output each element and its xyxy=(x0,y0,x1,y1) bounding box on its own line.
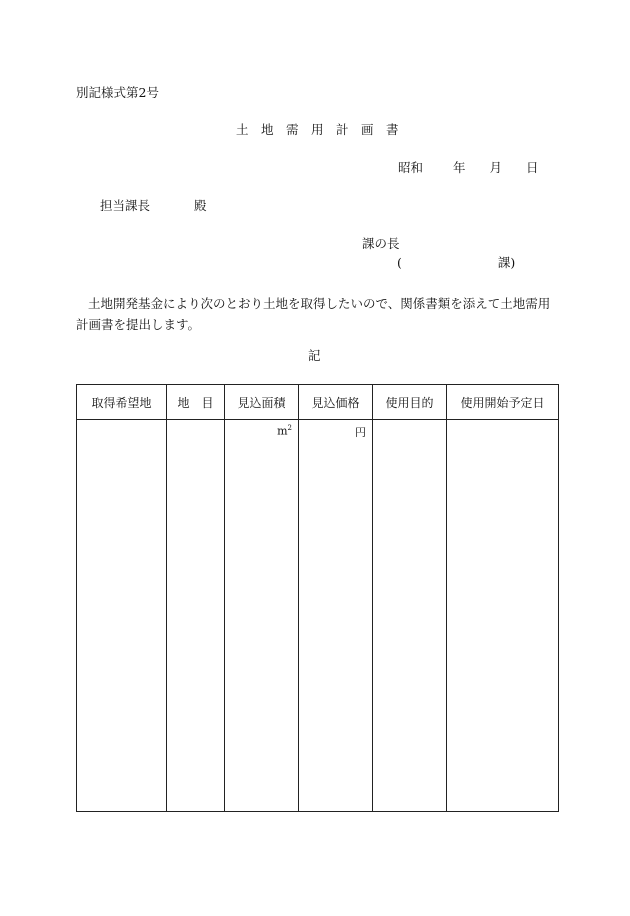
cell-estimated-price[interactable] xyxy=(299,420,373,812)
ki-marker: 記 xyxy=(308,348,321,363)
date-day: 日 xyxy=(526,160,539,175)
document-title: 土 地 需 用 計 画 書 xyxy=(236,122,399,137)
header-start-date: 使用開始予定日 xyxy=(447,385,559,420)
date-era: 昭和 xyxy=(398,160,424,175)
cell-acquisition-site[interactable] xyxy=(77,420,167,812)
price-unit: 円 xyxy=(355,426,366,439)
area-unit-base: m xyxy=(277,424,288,438)
area-unit-exponent: 2 xyxy=(287,424,292,432)
header-estimated-area: 見込面積 xyxy=(225,385,299,420)
header-land-category: 地 目 xyxy=(167,385,225,420)
cell-land-category[interactable] xyxy=(167,420,225,812)
date-month: 月 xyxy=(489,160,503,175)
addressee xyxy=(100,198,207,213)
table-header-row xyxy=(77,385,559,420)
form-number: 別記様式第2号 xyxy=(76,85,159,100)
header-estimated-price: 見込価格 xyxy=(299,385,373,420)
cell-estimated-area[interactable] xyxy=(225,420,299,812)
area-unit xyxy=(225,420,298,438)
cell-start-date[interactable] xyxy=(447,420,559,812)
dept-suffix: 課) xyxy=(497,255,516,270)
addressee-title: 担当課長 xyxy=(100,198,151,213)
date-year: 年 xyxy=(453,160,466,175)
date-line xyxy=(398,160,539,175)
addressee-honorific: 殿 xyxy=(194,198,207,213)
land-demand-table xyxy=(76,384,559,812)
header-purpose-of-use: 使用目的 xyxy=(373,385,447,420)
header-acquisition-site: 取得希望地 xyxy=(77,385,167,420)
body-text: 土地開発基金により次のとおり土地を取得したいので、関係書類を添えて土地需用計画書を提出します。 xyxy=(76,296,551,332)
dept-open-paren: ( xyxy=(397,255,402,270)
sender-title: 課の長 xyxy=(362,236,400,251)
cell-purpose-of-use[interactable] xyxy=(373,420,447,812)
sender-department xyxy=(397,255,515,270)
table-row xyxy=(77,420,559,812)
